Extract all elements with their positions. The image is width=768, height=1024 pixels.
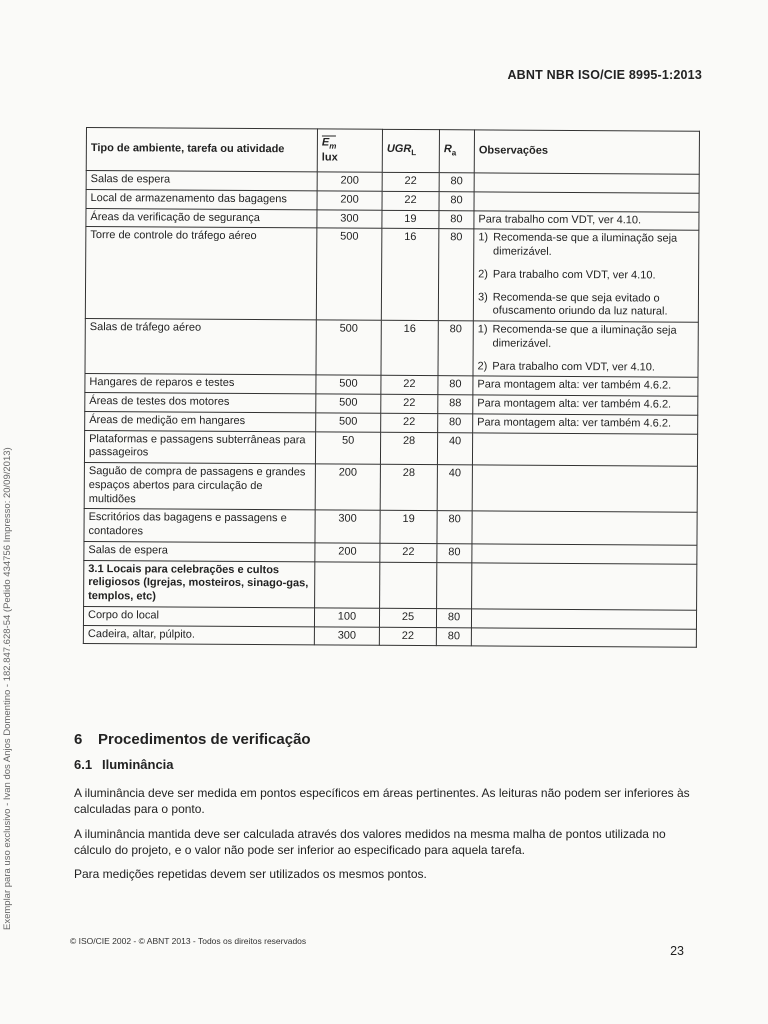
cell-ugr: 22 <box>381 394 438 413</box>
observation-number: 3) <box>477 290 488 303</box>
cell-em: 500 <box>316 228 382 320</box>
cell-observacoes <box>473 229 699 322</box>
cell-ugr: 22 <box>379 627 436 646</box>
cell-ra: 80 <box>436 608 471 627</box>
cell-em: 500 <box>316 394 381 413</box>
cell-em: 300 <box>317 209 382 228</box>
cell-tipo: 3.1 Locais para celebrações e cultos religiosos (Igrejas, mosteiros, sinago-gas, templos, etc) <box>84 560 315 608</box>
observation-number: 1) <box>477 323 488 336</box>
page-number: 23 <box>670 944 684 958</box>
observation-item <box>477 379 693 394</box>
section-6-title: Procedimentos de verificação <box>98 731 311 748</box>
table-row <box>84 430 697 466</box>
cell-observacoes <box>473 414 698 434</box>
observation-item <box>478 268 694 283</box>
cell-ra: 80 <box>439 191 474 210</box>
cell-tipo: Salas de espera <box>84 541 315 561</box>
cell-tipo: Áreas da verificação de segurança <box>86 208 317 228</box>
cell-tipo: Salas de espera <box>86 171 317 191</box>
cell-ugr: 16 <box>381 320 438 376</box>
cell-ra: 80 <box>438 376 473 395</box>
cell-em: 200 <box>315 464 380 511</box>
cell-ugr: 16 <box>381 229 439 321</box>
copyright-footer: © ISO/CIE 2002 - © ABNT 2013 - Todos os direitos reservados <box>70 936 307 946</box>
cell-ugr: 22 <box>381 376 438 395</box>
cell-observacoes <box>472 544 697 564</box>
cell-observacoes <box>474 210 699 230</box>
cell-ra: 80 <box>437 511 472 544</box>
cell-ra: 80 <box>439 173 474 192</box>
cell-tipo: Cadeira, altar, púlpito. <box>83 625 314 645</box>
cell-observacoes <box>471 627 696 647</box>
cell-observacoes <box>473 376 698 396</box>
observation-number: 2) <box>477 359 488 372</box>
cell-ra: 80 <box>438 413 473 432</box>
cell-em: 300 <box>314 626 379 645</box>
cell-observacoes <box>473 321 698 378</box>
cell-tipo: Torre de controle do tráfego aéreo <box>85 227 317 320</box>
table-row <box>84 509 697 545</box>
cell-ra <box>437 562 472 608</box>
section-6-heading <box>74 731 311 748</box>
cell-tipo: Corpo do local <box>83 606 314 626</box>
section-6-1-heading <box>74 757 174 772</box>
observation-text: Para trabalho com VDT, ver 4.10. <box>478 212 642 226</box>
cell-tipo: Salas de tráfego aéreo <box>85 318 316 375</box>
observation-text: Para montagem alta: ver também 4.6.2. <box>477 378 672 392</box>
cell-ra: 80 <box>436 627 471 646</box>
cell-ugr <box>380 562 437 609</box>
observation-text: Recomenda-se que seja evitado o ofuscamento oriundo da luz natural. <box>492 290 668 318</box>
observation-item <box>478 360 694 375</box>
cell-em: 50 <box>315 431 380 464</box>
cell-ra: 80 <box>439 210 474 229</box>
section-6-number: 6 <box>74 731 83 748</box>
cell-observacoes <box>474 173 699 193</box>
cell-observacoes <box>473 395 698 415</box>
table-row <box>84 560 697 610</box>
header-tipo: Tipo de ambiente, tarefa ou atividade <box>86 128 317 172</box>
cell-em: 100 <box>314 608 379 627</box>
paragraph-1: A iluminância deve ser medida em pontos específicos em áreas pertinentes. As leituras não podem ser inferiores às calculadas para o ponto. <box>74 786 690 817</box>
observation-text: Para montagem alta: ver também 4.6.2. <box>477 416 672 430</box>
header-em <box>317 129 382 172</box>
paragraph-2: A iluminância mantida deve ser calculada através dos valores medidos na mesma malha de pontos utilizada no cálculo do projeto, e o valor não pode ser inferior ao especificado para aquela tarefa. <box>74 827 666 858</box>
header-ra: $R_a$ <box>439 130 474 173</box>
cell-em: 500 <box>316 413 381 432</box>
table-body <box>83 171 699 648</box>
cell-observacoes <box>472 562 697 610</box>
cell-observacoes <box>471 609 696 629</box>
illuminance-requirements-table <box>83 127 700 648</box>
observation-text: Recomenda-se que a iluminação seja dimerizável. <box>492 323 677 350</box>
cell-em: 200 <box>317 172 382 191</box>
header-ugr: $UGR_L$ <box>382 129 439 172</box>
observation-text: Para trabalho com VDT, ver 4.10. <box>492 268 656 282</box>
em-symbol: $E_m$ <box>321 136 337 151</box>
cell-tipo: Hangares de reparos e testes <box>85 374 316 394</box>
cell-ugr: 25 <box>379 608 436 627</box>
cell-em: 500 <box>316 375 381 394</box>
cell-tipo: Áreas de testes dos motores <box>85 392 316 412</box>
cell-ra: 80 <box>438 321 473 376</box>
observation-item <box>478 291 694 320</box>
cell-ugr: 22 <box>380 543 437 562</box>
cell-em <box>315 561 380 608</box>
cell-tipo: Escritórios das bagagens e passagens e contadores <box>84 509 315 543</box>
cell-ugr: 19 <box>380 511 437 544</box>
cell-observacoes <box>472 465 697 513</box>
section-6-1-title: Iluminância <box>102 757 174 772</box>
observation-item <box>478 213 694 228</box>
cell-ugr: 28 <box>380 432 437 465</box>
table-row <box>85 227 699 322</box>
cell-em: 200 <box>317 191 382 210</box>
observation-item <box>478 323 694 352</box>
cell-observacoes <box>472 511 697 545</box>
cell-ugr: 19 <box>382 210 439 229</box>
table-row <box>83 625 696 647</box>
observation-text: Para montagem alta: ver também 4.6.2. <box>477 397 672 411</box>
observation-item <box>477 397 693 412</box>
em-unit: lux <box>321 151 338 164</box>
cell-tipo: Áreas de medição em hangares <box>85 411 316 431</box>
cell-ra: 80 <box>437 543 472 562</box>
cell-tipo: Plataformas e passagens subterrâneas para passageiros <box>84 430 315 464</box>
cell-ra: 40 <box>437 432 472 465</box>
cell-ugr: 22 <box>382 172 439 191</box>
observation-number: 1) <box>478 231 489 244</box>
cell-ugr: 22 <box>381 413 438 432</box>
cell-ra: 80 <box>438 229 474 321</box>
standard-header: ABNT NBR ISO/CIE 8995-1:2013 <box>507 68 702 82</box>
section-6-1-number: 6.1 <box>74 757 93 772</box>
observation-text: Para trabalho com VDT, ver 4.10. <box>492 359 656 373</box>
cell-ugr: 28 <box>380 464 437 511</box>
header-observacoes: Observações <box>474 130 699 174</box>
observation-number: 2) <box>478 268 488 281</box>
cell-em: 200 <box>315 543 380 562</box>
license-side-note: Exemplar para uso exclusivo - Ivan dos Anjos Domentino - 182.847.628-54 (Pedido 434756 Impresso: 20/09/2013) <box>2 447 13 930</box>
cell-em: 300 <box>315 510 380 543</box>
table-row <box>84 462 697 512</box>
cell-observacoes <box>472 432 697 466</box>
cell-em: 500 <box>316 320 381 376</box>
observation-item <box>478 232 694 261</box>
cell-ra: 40 <box>437 465 472 511</box>
table-row <box>85 318 698 377</box>
paragraph-3: Para medições repetidas devem ser utilizados os mesmos pontos. <box>74 867 427 881</box>
observation-item <box>477 416 693 431</box>
cell-tipo: Saguão de compra de passagens e grandes espaços abertos para circulação de multidões <box>84 462 315 510</box>
cell-ra: 88 <box>438 395 473 414</box>
cell-observacoes <box>474 192 699 212</box>
cell-ugr: 22 <box>382 191 439 210</box>
cell-tipo: Local de armazenamento das bagagens <box>86 189 317 209</box>
observation-text: Recomenda-se que a iluminação seja dimerizável. <box>492 231 678 258</box>
table-header-row <box>86 128 699 175</box>
